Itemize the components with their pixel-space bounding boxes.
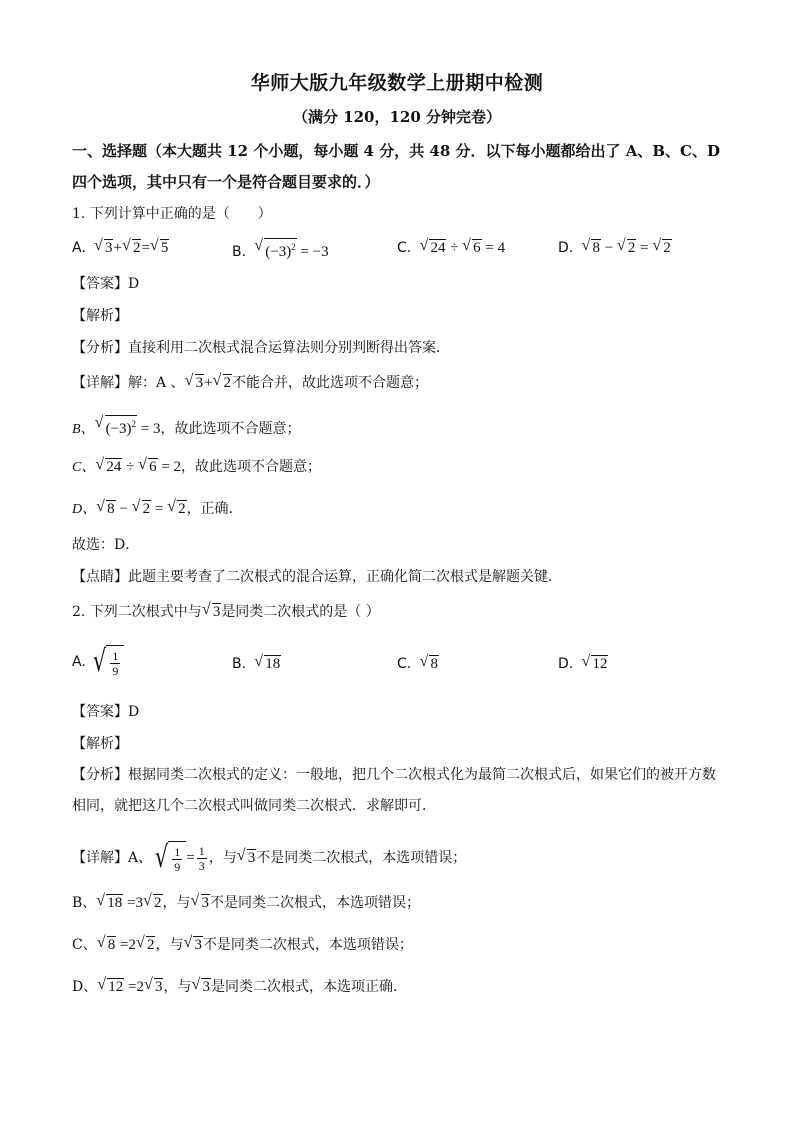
q1-detail-a-prefix: 解：A 、 (128, 375, 185, 391)
q2-detail-c (72, 935, 413, 955)
q2-analysis-tag: 【分析】 (72, 767, 128, 783)
q2-stem (72, 602, 380, 622)
q2-detail-c-prefix: C、 (72, 937, 97, 953)
q2-option-d (558, 654, 608, 674)
q2-option-b (232, 654, 281, 674)
q2-detail-b-prefix: B、 (72, 895, 97, 911)
q1-analysis-text: 直接利用二次根式混合运算法则分别判断得出答案． (128, 340, 450, 356)
q1-option-b-label: B. (232, 244, 247, 260)
q2-detail-c-suffix: 不是同类二次根式，本选项错误； (202, 937, 413, 953)
q2-detail-a-ref: √ 3 (237, 850, 257, 866)
q2-option-a-label: A. (72, 654, 86, 670)
q1-detail-a-suffix: 不能合并，故此选项不合题意； (232, 375, 429, 391)
q2-option-c-expr: √ 8 (416, 656, 439, 672)
q1-detail-d-expr: √ 8 − √ 2 = √ 2 (96, 501, 186, 517)
q1-stem: 1. 下列计算中正确的是（ ） (72, 206, 272, 222)
q2-detail-c-mid: ，与 (155, 937, 184, 953)
q1-option-a (72, 238, 169, 258)
q1-detail-d-prefix: D、 (72, 502, 97, 517)
q2-answer: 【答案】D (72, 704, 140, 720)
q1-detail-d-suffix: ，正确． (186, 501, 243, 517)
q2-option-a (72, 645, 124, 679)
q1-analysis-tag: 【分析】 (72, 340, 128, 356)
q1-detail-a-expr: √ 3+√ 2 (185, 375, 232, 391)
q1-option-c (397, 238, 505, 258)
q2-option-b-label: B. (232, 656, 247, 672)
q1-jiexi: 【解析】 (72, 308, 128, 324)
q1-option-d (558, 238, 672, 258)
q1-detail-b-suffix: ，故此选项不合题意； (160, 421, 301, 437)
q1-detail-a (72, 373, 428, 393)
q1-detail-c-prefix: C、 (72, 460, 96, 475)
q2-stem-prefix: 2. 下列二次根式中与 (72, 604, 202, 620)
q2-stem-suffix: 是同类二次根式的是（ ） (221, 604, 380, 620)
q2-detail-b-mid: ，与 (162, 895, 191, 911)
q2-detail-b-ref: √ 3 (191, 895, 211, 911)
q1-comment (72, 567, 562, 587)
q2-stem-expr: √ 3 (202, 604, 222, 620)
q2-detail-d-mid: ，与 (163, 979, 192, 995)
q1-option-b-expr: √ $(-3)^2 = -3$ (251, 244, 329, 260)
q1-detail-d (72, 499, 243, 520)
q1-detail-b-prefix: B、 (72, 422, 95, 437)
q2-analysis-text1: 根据同类二次根式的定义：一般地，把几个二次根式化为最简二次根式后，如果它们的被开方数 (128, 767, 716, 783)
q2-detail-d-prefix: D、 (72, 979, 98, 995)
q1-option-a-expr: √ 3+√ 2=√ 5 (90, 240, 169, 256)
q2-detail-b-suffix: 不是同类二次根式，本选项错误； (210, 895, 421, 911)
q2-detail-d-suffix: 是同类二次根式，本选项正确． (210, 979, 407, 995)
q1-detail-c (72, 457, 321, 478)
q2-option-d-expr: √ 12 (578, 656, 609, 672)
q1-option-c-label: C. (397, 240, 412, 256)
q2-detail-a-prefix: A、 (128, 850, 153, 866)
q2-detail-d (72, 977, 407, 997)
page-title: 华师大版九年级数学上册期中检测 (250, 72, 544, 94)
q2-option-b-expr: √ 18 (251, 656, 282, 672)
section-heading-line1: 一、选择题（本大题共 12 个小题，每小题 4 分，共 48 分．以下每小题都给出了 A、B、C、D (72, 142, 721, 160)
q2-detail-b-expr: √ 18 =3√ 2 (96, 895, 162, 911)
q1-option-c-expr: √ 24 ÷ √ 6 = 4 (416, 240, 505, 256)
q2-option-d-label: D. (558, 656, 574, 672)
q1-option-d-label: D. (558, 240, 574, 256)
q1-analysis (72, 338, 450, 358)
q1-comment-tag: 【点睛】 (72, 569, 128, 585)
q1-detail-b (72, 415, 300, 440)
q1-detail-c-suffix: ，故此选项不合题意； (181, 459, 322, 475)
q1-detail-tag: 【详解】 (72, 375, 128, 391)
q2-detail-a-expr: √ $\frac{1}{9}$ (152, 841, 186, 875)
q2-detail-a-mid: ，与 (208, 850, 237, 866)
q1-detail-c-expr: √ 24 ÷ √ 6 = 2 (95, 459, 181, 475)
q2-detail-d-expr: √ 12 =2√ 3 (97, 979, 163, 995)
q1-option-b (232, 238, 329, 262)
q2-detail-a-suffix: 不是同类二次根式，本选项错误； (256, 850, 467, 866)
q1-option-d-expr: √ 8 − √ 2 = √ 2 (578, 240, 672, 256)
q2-option-c (397, 654, 439, 674)
q2-detail-d-ref: √ 3 (191, 979, 211, 995)
q2-analysis-line2: 相同，就把这几个二次根式叫做同类二次根式．求解即可． (72, 798, 436, 814)
q2-detail-tag: 【详解】 (72, 850, 128, 866)
q2-detail-b (72, 893, 420, 913)
q1-comment-text: 此题主要考查了二次根式的混合运算，正确化简二次根式是解题关键． (128, 569, 562, 585)
page-subtitle: （满分 120，120 分钟完卷） (292, 108, 502, 126)
q1-option-a-label: A. (72, 240, 86, 256)
section-heading-line2: 四个选项，其中只有一个是符合题目要求的．） (72, 173, 380, 191)
q1-choose: 故选：D． (72, 537, 140, 553)
q1-answer: 【答案】D (72, 276, 140, 292)
q2-detail-c-expr: √ 8 =2√ 2 (97, 937, 156, 953)
q2-jiexi: 【解析】 (72, 736, 128, 752)
q1-detail-b-expr: √ $(-3)^2 = 3$ (95, 421, 161, 437)
q2-analysis-line1 (72, 765, 716, 785)
q2-detail-c-ref: √ 3 (183, 937, 203, 953)
q2-detail-a: 【详解】A、 √ $\frac{1}{9}$ = $\frac{1}{3}$ ，与√ 3不是同类二次根式，本选项错误； (72, 841, 466, 875)
q2-option-c-label: C. (397, 656, 412, 672)
q2-detail-a-result: $\frac{1}{3}$ (198, 843, 205, 873)
q2-option-a-expr: √ $\frac{1}{9}$ (90, 645, 124, 679)
